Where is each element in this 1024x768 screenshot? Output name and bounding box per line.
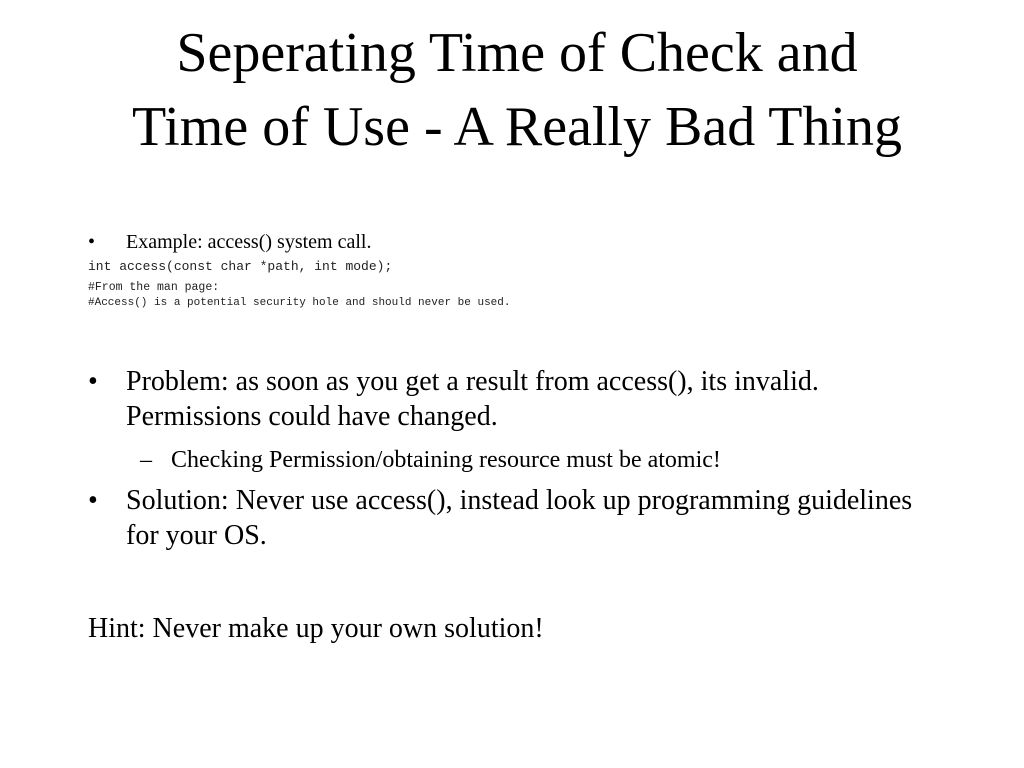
problem-bullet-text: Problem: as soon as you get a result from access(), its invalid. Permissions could have changed. [126, 366, 819, 432]
bullet-marker: • [88, 231, 96, 253]
example-bullet-text: Example: access() system call. [126, 231, 372, 253]
bullet-marker: • [88, 485, 98, 516]
code-line-security-warning: #Access() is a potential security hole and should never be used. [88, 297, 511, 309]
bullet-marker: • [88, 366, 98, 397]
problem-bullet [88, 364, 944, 434]
hint-text: Hint: Never make up your own solution! [88, 613, 544, 644]
solution-bullet-text: Solution: Never use access(), instead look up programming guidelines for your OS. [126, 485, 913, 551]
slide-title: Seperating Time of Check and Time of Use - A Really Bad Thing [132, 22, 902, 158]
code-line-man-page-comment: #From the man page: [88, 281, 220, 294]
problem-sub-bullet [140, 445, 944, 475]
solution-bullet [88, 483, 944, 553]
example-bullet [88, 229, 944, 255]
problem-sub-bullet-text: Checking Permission/obtaining resource must be atomic! [171, 447, 721, 473]
code-line-signature: int access(const char *path, int mode); [88, 259, 393, 274]
sub-bullet-marker: – [140, 447, 152, 473]
